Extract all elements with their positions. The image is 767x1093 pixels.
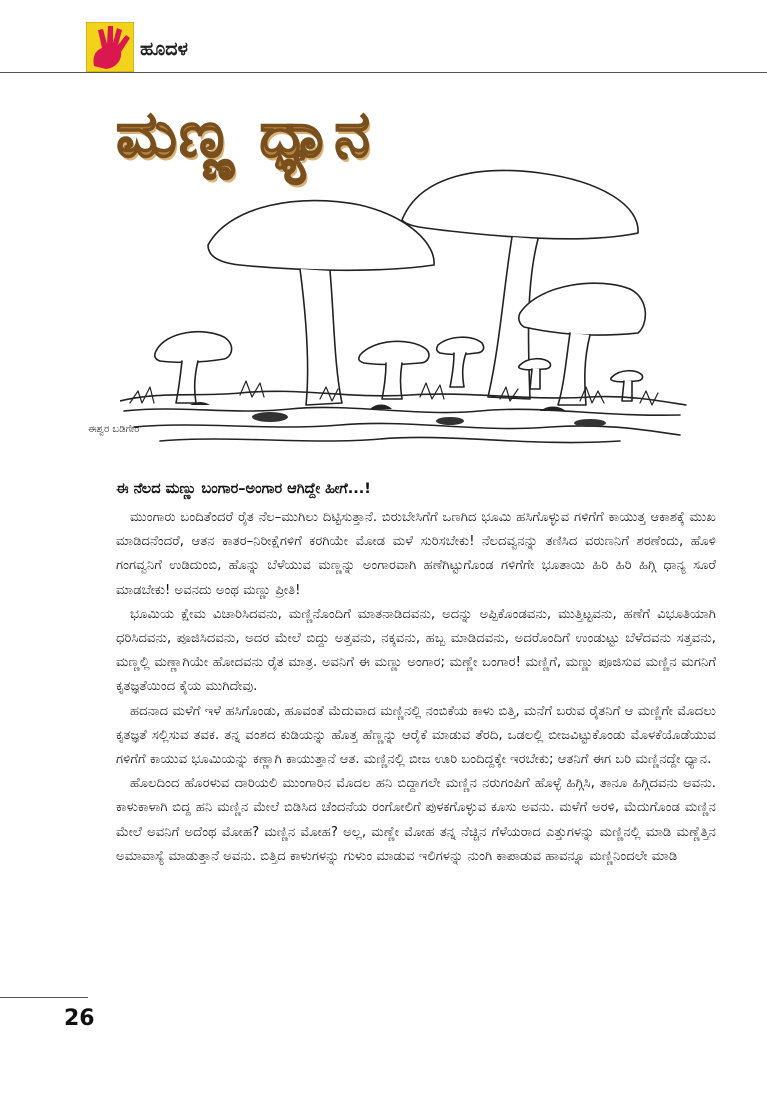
footer-divider: [0, 997, 88, 998]
header-divider: [0, 72, 767, 73]
paragraph: ಭೂಮಿಯ ಕ್ಷೇಮ ವಿಚಾರಿಸಿದವನು, ಮಣ್ಣಿನೊಂದಿಗೆ ಮಾತನಾಡಿದವನು, ಅದನ್ನು ಅಪ್ಪಿಕೊಂಡವನು, ಮುತ್ತಿಟ್ಟವನು, ಹಣೆಗೆ ವಿಭೂತಿಯಾಗಿ ಧರಿಸಿದವನು, ಪೂಜಿಸಿದವನು, ಅದರ ಮೇಲೆ ಬಿದ್ದು ಅತ್ತವನು, ನಕ್ಕವನು, ಹಬ್ಬ ಮಾಡಿದವನು, ಅದರೊಂದಿಗೆ ಉಂಡುಟ್ಟು ಬೆಳೆದವನು ಸತ್ತವನು, ಮಣ್ಣಲ್ಲಿ ಮಣ್ಣಾಗಿಯೇ ಹೋದವನು ರೈತ ಮಾತ್ರ. ಅವನಿಗೆ ಈ ಮಣ್ಣು ಅಂಗಾರ; ಮಣ್ಣೇ ಬಂಗಾರ! ಮಣ್ಣಿಗೆ, ಮಣ್ಣು ಪೂಜಿಸುವ ಮಣ್ಣಿನ ಮಗನಿಗೆ ಕೃತಜ್ಞತೆಯಿಂದ ಕೈಯ ಮುಗಿದೇವು.: [116, 606, 716, 695]
page-number: 26: [64, 1006, 95, 1031]
paragraph: ಮುಂಗಾರು ಬಂದಿತೆಂದರೆ ರೈತ ನೆಲ–ಮುಗಿಲು ದಿಟ್ಟಿಸುತ್ತಾನೆ. ಬಿರುಬೇಸಿಗೆಗೆ ಒಣಗಿದ ಭೂಮಿ ಹಸಿಗೊಳ್ಳುವ ಗಳಿಗೆಗೆ ಕಾಯುತ್ತ ಆಕಾಶಕ್ಕೆ ಮುಖ ಮಾಡಿದನೆಂದರೆ, ಆತನ ಕಾತರ–ನಿರೀಕ್ಷೆಗಳಿಗೆ ಕರಗಿಯೇ ಮೋಡ ಮಳೆ ಸುರಿಸಬೇಕು! ನೆಲದವ್ವನನ್ನು ತಣಿಸಿದ ವರುಣನಿಗೆ ಶರಣೆಂದು, ಹೊಳಿ ಗಂಗವ್ವನಿಗೆ ಉಡಿದುಂಬಿ, ಹೊನ್ನು ಬೆಳೆಯುವ ಮಣ್ಣನ್ನು ಅಂಗಾರವಾಗಿ ಹಣೆಗಿಟ್ಟುಗೊಂಡ ಗಳಿಗೆಗೇ ಭೂತಾಯಿ ಹಿರಿ ಹಿರಿ ಹಿಗ್ಗಿ ಧಾನ್ಯ ಸೂರೆ ಮಾಡಬೇಕು! ಅವನದು ಅಂಥ ಮಣ್ಣು ಪ್ರೀತಿ!: [116, 510, 716, 598]
magazine-name: ಹೂದಳ: [140, 38, 188, 60]
article-title: ಮಣ್ಣ ಧ್ಯಾನ: [116, 98, 372, 172]
article-lead: ಈ ನೆಲದ ಮಣ್ಣು ಬಂಗಾರ–ಅಂಗಾರ ಆಗಿದ್ದೇ ಹೀಗೆ...!: [116, 481, 371, 497]
mushroom-illustration: [120, 165, 690, 455]
paragraph: ಹೊಲದಿಂದ ಹೊರಳುವ ದಾರಿಯಲಿ ಮುಂಗಾರಿನ ಮೊದಲ ಹನಿ ಬಿದ್ದಾಗಲೇ ಮಣ್ಣಿನ ನರುಗಂಪಿಗೆ ಹೊಳ್ಳೆ ಹಿಗ್ಗಿಸಿ, ತಾನೂ ಹಿಗ್ಗಿದವನು ಅವನು. ಕಾಳುಕಾಳಾಗಿ ಬಿದ್ದ ಹನಿ ಮಣ್ಣಿನ ಮೇಲೆ ಬಿಡಿಸಿದ ಚೆಂದನೆಯ ರಂಗೋಲಿಗೆ ಪುಳಕಗೊಳ್ಳುವ ಕೂಸು ಅವನು. ಮಳೆಗೆ ಅರಳಿ, ಮೆದುಗೊಂಡ ಮಣ್ಣಿನ ಮೇಲೆ ಅವನಿಗೆ ಅದೆಂಥ ಮೋಹ? ಮಣ್ಣಿನ ಮೋಹ? ಅಲ್ಲ, ಮಣ್ಣೇ ಮೋಹ ತನ್ನ ನೆಚ್ಚಿನ ಗೆಳೆಯರಾದ ಎತ್ತುಗಳನ್ನು ಮಣ್ಣಿನಲ್ಲಿ ಮಾಡಿ ಮಣ್ಣೆತ್ತಿನ ಅಮಾವಾಸ್ಯೆ ಮಾಡುತ್ತಾನೆ ಅವನು. ಬಿತ್ತಿದ ಕಾಳುಗಳನ್ನು ಗುಳುಂ ಮಾಡುವ ಇಲಿಗಳನ್ನು ನುಂಗಿ ಕಾಪಾಡುವ ಹಾವನ್ನೂ ಮಣ್ಣಿನಿಂದಲೇ ಮಾಡಿ: [116, 776, 716, 864]
hand-logo-icon: [86, 22, 134, 72]
paragraph: ಹದನಾದ ಮಳೆಗೆ ಇಳೆ ಹಸಿಗೊಂಡು, ಹೂವಂತೆ ಮೆದುವಾದ ಮಣ್ಣಿನಲ್ಲಿ ನಂಬಿಕೆಯ ಕಾಳು ಬಿತ್ತಿ, ಮನೆಗೆ ಬರುವ ರೈತನಿಗೆ ಆ ಮಣ್ಣಿಗೇ ಮೊದಲು ಕೃತಜ್ಞತೆ ಸಲ್ಲಿಸುವ ತವಕ. ತನ್ನ ವಂಶದ ಕುಡಿಯನ್ನು ಹೊತ್ತ ಹೆಣ್ಣನ್ನು ಆರೈಕೆ ಮಾಡುವ ತೆರದಿ, ಒಡಲಲ್ಲಿ ಬೀಜವಿಟ್ಟುಕೊಂಡು ಮೊಳಕೆಯೊಡೆಯುವ ಗಳಿಗೆಗೆ ಕಾಯುವ ಭೂಮಿಯನ್ನು ಕಣ್ಣಾಗಿ ಕಾಯುತ್ತಾನೆ ಆತ. ಮಣ್ಣಿನಲ್ಲಿ ಬೀಜ ಊರಿ ಬಂದಿದ್ದಕ್ಕೇ ಇರಬೇಕು; ಆತನಿಗೆ ಈಗ ಬರಿ ಮಣ್ಣಿನದ್ದೇ ಧ್ಯಾನ.: [116, 703, 716, 768]
article-body: [116, 478, 716, 869]
illustration-credit: ಈಶ್ವರ ಬಡಿಗೇರ: [88, 424, 140, 435]
